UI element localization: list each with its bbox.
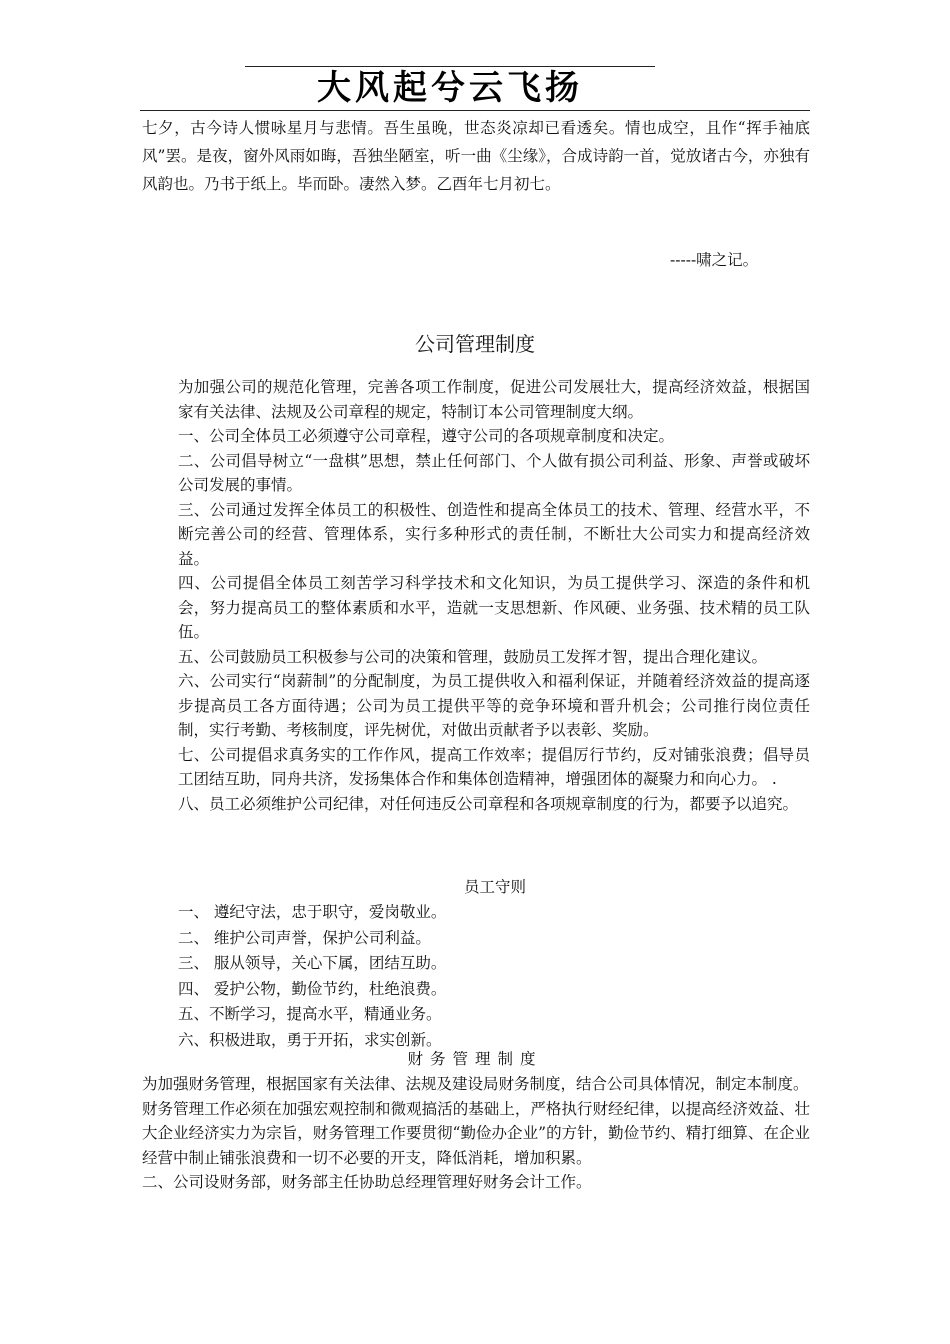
- management-body: [178, 375, 810, 816]
- staff-rule-item: 一、 遵纪守法，忠于职守，爱岗敬业。: [178, 903, 447, 921]
- intro-paragraph: 七夕，古今诗人惯咏星月与悲情。吾生虽晚，世态炎凉却已看透矣。情也成空，且作“挥手袖底风”罢。是夜，窗外风雨如晦，吾独坐陋室，听一曲《尘缘》，合成诗韵一首，觉放诸古今，亦独有风韵也。乃书于纸上。毕而卧。凄然入梦。乙酉年七月初七。: [142, 119, 810, 193]
- finance-body: [142, 1072, 810, 1195]
- staff-rules-list: [178, 900, 810, 1053]
- management-article-3: 三、公司通过发挥全体员工的积极性、创造性和提高全体员工的技术、管理、经营水平，不断完善公司的经营、管理体系，实行多种形式的责任制，不断壮大公司实力和提高经济效益。: [178, 500, 810, 568]
- staff-rule-item: 三、 服从领导，关心下属，团结互助。: [178, 954, 447, 972]
- management-article-1: 一、公司全体员工必须遵守公司章程，遵守公司的各项规章制度和决定。: [178, 427, 675, 445]
- management-article-6: 六、公司实行“岗薪制”的分配制度，为员工提供收入和福利保证，并随着经济效益的提高逐步提高员工各方面待遇；公司为员工提供平等的竞争环境和晋升机会；公司推行岗位责任制，实行考勤、考核制度，评先树优，对做出贡献者予以表彰、奖励。: [178, 672, 810, 739]
- management-article-2: 二、公司倡导树立“一盘棋”思想，禁止任何部门、个人做有损公司利益、形象、声誉或破坏公司发展的事情。: [178, 451, 810, 494]
- management-article-8: 八、员工必须维护公司纪律，对任何违反公司章程和各项规章制度的行为，都要予以追究。: [178, 794, 799, 813]
- staff-rules-title: 员工守则: [463, 878, 526, 896]
- finance-paragraph: 二、公司设财务部，财务部主任协助总经理管理好财务会计工作。: [142, 1173, 592, 1191]
- finance-title: 财务管理制度: [407, 1050, 543, 1068]
- management-title: 公司管理制度: [415, 332, 535, 356]
- staff-rule-item: 六、积极进取，勇于开拓，求实创新。: [178, 1030, 442, 1049]
- banner-title: 大风起兮云飞扬: [317, 68, 583, 108]
- staff-rule-item: 二、 维护公司声誉，保护公司利益。: [178, 928, 431, 947]
- staff-rule-item: 五、不断学习，提高水平，精通业务。: [178, 1005, 442, 1023]
- banner-bottom-rule: [140, 110, 810, 111]
- banner-top-rule: [245, 66, 655, 67]
- management-preamble: 为加强公司的规范化管理，完善各项工作制度，促进公司发展壮大，提高经济效益，根据国家有关法律、法规及公司章程的规定，特制订本公司管理制度大纲。: [178, 378, 810, 421]
- finance-paragraph: 为加强财务管理，根据国家有关法律、法规及建设局财务制度，结合公司具体情况，制定本制度。: [142, 1075, 809, 1093]
- finance-paragraph: 财务管理工作必须在加强宏观控制和微观搞活的基础上，严格执行财经纪律，以提高经济效益、壮大企业经济实力为宗旨，财务管理工作要贯彻“勤俭办企业”的方针，勤俭节约、精打细算、在企业经营中制止铺张浪费和一切不必要的开支，降低消耗，增加积累。: [142, 1099, 810, 1167]
- management-article-7: 七、公司提倡求真务实的工作作风，提高工作效率；提倡厉行节约，反对铺张浪费；倡导员工团结互助，同舟共济，发扬集体合作和集体创造精神，增强团体的凝聚力和向心力。 .: [178, 745, 810, 788]
- intro-signature: -----啸之记。: [670, 251, 759, 269]
- management-article-5: 五、公司鼓励员工积极参与公司的决策和管理，鼓励员工发挥才智，提出合理化建议。: [178, 647, 768, 666]
- staff-rule-item: 四、 爱护公物，勤俭节约，杜绝浪费。: [178, 979, 447, 998]
- management-article-4: 四、公司提倡全体员工刻苦学习科学技术和文化知识，为员工提供学习、深造的条件和机会，努力提高员工的整体素质和水平，造就一支思想新、作风硬、业务强、技术精的员工队伍。: [178, 574, 810, 641]
